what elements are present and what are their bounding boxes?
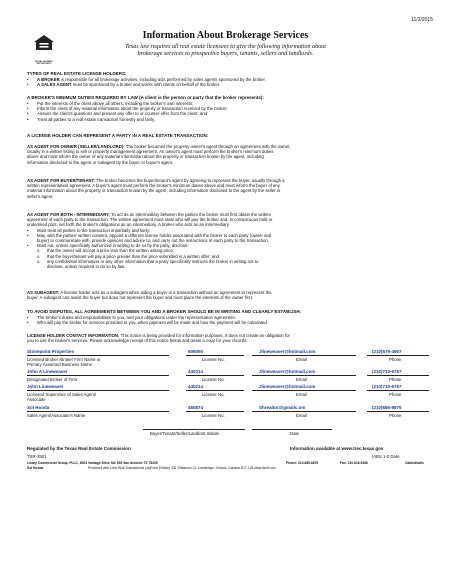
designated-broker-name[interactable]: John A Lineweaver [27,369,68,374]
owner-line: usually in a written listing to sell or property management agreement. An owner's agent must perform the broker's minimum duties [27,149,274,155]
supervisor-phone[interactable]: (210)710-6767 [372,384,402,389]
email-col-label: Email [296,392,307,397]
row-label-line: Licensed Supervisor of Sales Agent/ [27,392,97,397]
item-text: is responsible for all brokerage activities, including acts performed by sales agents sponsored by the broker. [59,77,266,82]
row-label-line: Associate [27,397,46,403]
owner-line: information disclosed to the agent or subagent by the buyer or buyer's agent. [27,159,174,165]
designated-broker-phone[interactable]: (210)710-6767 [372,369,402,374]
list-item: • May, with the parties' written consent, appoint a different license holder associated with the broker to each party (owner and [27,232,272,238]
license-col-label: License No. [202,357,225,362]
list-item: • Put the interests of the client above all others, including the broker's own interests; [27,101,194,106]
subtitle-line: Texas law requires all real estate licensees to give the following information about [125,44,326,50]
owner-section [27,144,427,165]
supervisor-name[interactable]: John Lineweaver [27,384,64,389]
owner-lead: AS AGENT FOR OWNER (SELLER/LANDLORD): [27,144,125,149]
row-label: Designated Broker of Firm [27,377,78,382]
item-lead: A SALES AGENT [37,82,72,88]
contact-line: This notice is being provided for information purposes. It does not create an obligation for [119,333,290,338]
buyer-line: seller's agent. [27,193,54,199]
contact-section [27,333,427,343]
email-col-label: Email [296,377,307,382]
item-text: that the buyer/tenant will pay a price greater than the price submitted in a written offer; and [47,253,219,259]
property-name: Cable&halls [405,461,424,465]
types-list [27,77,427,87]
phone-col-label: Phone [389,392,402,397]
buyer-line: written representation agreement. A buyer's agent must perform the broker's minimum duties above and must inform the buyer of any [27,183,280,189]
form-number: TXR-2501 [27,454,47,459]
row-label: Sales Agent/Associate's Name [27,413,86,418]
sales-agent-license[interactable]: 460874 [188,405,204,410]
sub-list-item: o that the buyer/tenant will pay a price greater than the price submitted in a written offer; and [37,253,219,259]
phone-col-label: Phone [389,357,402,362]
row-label-line: Primary Assumed Business Name [27,362,92,368]
item-text: Put the interests of the client above all others, including the broker's own interests; [37,101,194,106]
broker-firm-license[interactable]: 606055 [188,349,204,354]
list-item: • A SALES AGENT must be sponsored by a broker and works with clients on behalf of the broker. [27,82,221,88]
license-col-label: License No. [202,377,225,382]
duties-heading: A BROKER'S MINIMUM DUTIES REQUIRED BY LAW (A client is the person or party that the broker represents): [27,95,264,100]
supervisor-email[interactable]: Jlineweaver@hotmail.com [259,384,316,389]
date-label: Date [290,431,300,436]
designated-broker-license[interactable]: 440214 [188,369,204,374]
owner-line: The broker becomes the property owner's agent through an agreement with the owner, [124,144,291,149]
date-field[interactable] [252,418,332,429]
sub-list-item: o that the owner will accept a price less than the written asking price; [37,248,175,254]
subagent-line: buyer. A subagent can assist the buyer but does not represent the buyer and must place the interests of the owner first. [27,295,253,301]
intermediary-line: To act as an intermediary between the parties the broker must first obtain the written [110,212,272,217]
duties-list [27,101,427,122]
email-col-label: Email [296,357,307,362]
page-title: Information About Brokerage Services [142,30,309,41]
sub-list-item: o any confidential information or any other information that a party specifically instructs the broker in writing not to [37,258,259,264]
license-col-label: License No. [202,413,225,418]
broker-firm-phone[interactable]: (210)579-4907 [372,349,402,354]
license-col-label: License No. [202,392,225,397]
item-text: disclose, unless required to do so by law. [47,264,126,270]
logo-text: EQUAL HOUSING OPPORTUNITY [35,61,53,66]
item-text: buyer) to communicate with, provide opinions and advice to, and carry out the instructions of each party to the transaction. [37,238,269,244]
designated-broker-email[interactable]: Jlineweaver@hotmail.com [259,369,316,374]
firm-address: Linary Commercial Group, PLLC, 8023 Vantage Drive Ste 535 San Antonio TX 78230 [27,461,158,465]
list-item: • Treat all parties to a real estate transaction honestly and fairly. [27,116,155,122]
broker-firm-name[interactable]: Stonepoint Properties [27,349,75,354]
sales-agent-email[interactable]: Shrealtor@gmailc.om [259,405,306,410]
item-text: Answer the client's questions and present any offer to or counter-offer from the client; and [37,111,208,117]
intermediary-line: agreement of each party to the transaction. The written agreement must state who will pay the broker and, in conspicuous bold or [27,217,273,223]
item-text: Treat all parties to a real estate transaction honestly and fairly. [37,116,155,122]
intermediary-line: underlined print, set forth the broker's obligations as an intermediary. A broker who acts as an intermediary: [27,222,231,228]
item-text: May, with the parties' written consent, appoint a different license holder associated with the broker to each party (owner and [37,232,272,238]
buyer-section [27,178,427,199]
subagent-section [27,290,427,300]
intermediary-lead: AS AGENT FOR BOTH - INTERMEDIARY: [27,212,111,217]
subtitle-line: brokerage services to prospective buyers, tenants, sellers and landlords. [137,51,314,58]
firm-phone: Phone: 210.685.8875 [286,461,319,465]
list-item: • A BROKER is responsible for all brokerage activities, including acts performed by sales agents sponsored by the broker. [27,77,266,82]
item-text: Inform the client of any material information about the property or transaction received by the broker; [37,106,228,112]
trec-info: Information available at www.trec.texas.gov [290,446,384,451]
sales-agent-name[interactable]: Sol Hooda [27,405,50,410]
list-item: • Inform the client of any material information about the property or transaction received by the broker; [27,106,228,112]
item-text: Must not, unless specifically authorized in writing to do so by the party, disclose: [37,243,189,249]
intermediary-section [27,212,427,269]
agent-name-footer: Sol Hooda [27,466,44,470]
list-item: • The broker's duties and responsibilities to you, and your obligations under the representation agreement. [27,315,236,320]
subagent-line: A license holder acts as a subagent when aiding a buyer in a transaction without an agreement to represent the [59,290,272,295]
item-text: The broker's duties and responsibilities to you, and your obligations under the representation agreement. [37,315,236,320]
document-date: 11/2/2015 [411,17,433,23]
list-item: • Must not, unless specifically authorized in writing to do so by the party, disclose: [27,243,189,249]
item-lead: A BROKER [37,77,60,82]
item-text: any confidential information or any other information that a party specifically instructs the broker in writing not to [47,258,259,264]
buyer-lead: AS AGENT FOR BUYER/TENANT: [27,178,96,183]
avoid-heading: TO AVOID DISPUTES, ALL AGREEMENTS BETWEEN YOU AND A BROKER SHOULD BE IN WRITING AND CLEARLY ESTABLISH: [27,309,302,314]
item-text: must be sponsored by a broker and works with clients on behalf of the broker. [71,82,221,88]
buyer-line: The broker becomes the buyer/tenant's agent by agreeing to represent the buyer, usually through a [95,178,285,183]
supervisor-license[interactable]: 440214 [188,384,204,389]
avoid-list [27,315,427,325]
phone-col-label: Phone [389,377,402,382]
list-item: • Answer the client's questions and present any offer to or counter-offer from the client; and [27,111,208,117]
regulated-text: Regulated by the Texas Real Estate Commission [27,446,131,451]
represent-heading: A LICENSE HOLDER CAN REPRESENT A PARTY IN A REAL ESTATE TRANSACTION: [27,133,209,138]
types-heading: TYPES OF REAL ESTATE LICENSE HOLDERS: [27,71,127,76]
iabs-date: IABS 1-0 Date [372,454,400,459]
item-text: Must treat all parties to the transaction impartially and fairly; [37,227,151,233]
initials-label: Buyer/Tenant/Seller/Landlord Initials [150,431,219,436]
sales-agent-phone[interactable]: (210)685-8875 [372,405,402,410]
firm-fax: Fax: 210.616.9266 [340,461,368,465]
subagent-lead: AS SUBAGENT: [27,290,60,295]
item-text: that the owner will accept a price less than the written asking price; [47,248,175,254]
owner-line: above and must inform the owner of any material information about the property or transaction known by the agent, including [27,154,264,160]
contact-lead: LICENSE HOLDER CONTACT INFORMATION: [27,333,120,338]
list-item: • Who will pay the broker for services provided to you, when payment will be made and how the payment will be calculated. [27,320,268,326]
email-col-label: Email [296,413,307,418]
row-label [27,357,101,367]
initials-field[interactable] [143,418,245,429]
list-item: • Must treat all parties to the transaction impartially and fairly; [27,227,151,233]
buyer-line: material information about the property or transaction known by the agent, including information disclosed to the agent by the seller or [27,188,281,194]
row-label-line: Licensed Broker /Broker Firm Name or [27,357,101,362]
row-label [27,392,96,402]
produced-by: Produced with Lone Wolf Transactions (zipForm Edition) 231 Shearson Cr. Cambridge, Ontario, Canada N1T 1J5 www.lwolf.com [88,466,276,470]
broker-firm-email[interactable]: Jlineweaver@hotmail.com [259,349,316,354]
page-subtitle [60,44,391,58]
contact-line: you to use the broker's services. Please acknowledge receipt of this notice below and retain a copy for your records. [27,338,248,344]
phone-col-label: Phone [389,413,402,418]
item-text: Who will pay the broker for services provided to you, when payment will be made and how the payment will be calculated. [37,320,268,326]
